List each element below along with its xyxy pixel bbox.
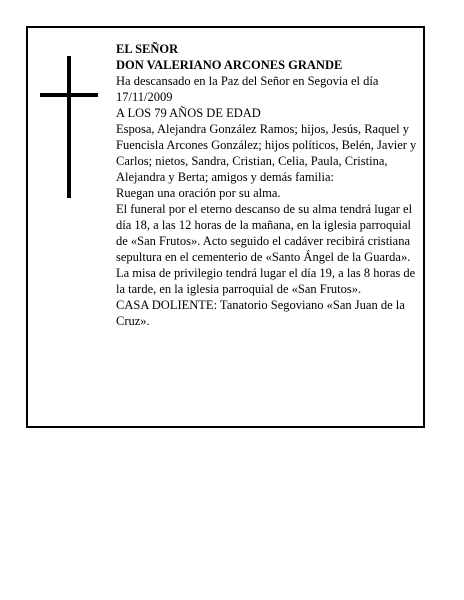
prayer-request: Ruegan una oración por su alma.	[116, 186, 281, 200]
funeral-home: CASA DOLIENTE: Tanatorio Segoviano «San Juan de la Cruz».	[116, 298, 405, 328]
deceased-name: DON VALERIANO ARCONES GRANDE	[116, 58, 343, 72]
family-list: Esposa, Alejandra González Ramos; hijos, Jesús, Raquel y Fuencisla Arcones González; hijos políticos, Belén, Javier y Carlos; nietos, Sandra, Cristian, Celia, Paula, Cristina, Alejandra y Berta; amigos y demás familia:	[116, 122, 417, 184]
rest-statement: Ha descansado en la Paz del Señor en Segovia el día 17/11/2009	[116, 74, 379, 104]
notice-title: EL SEÑOR	[116, 42, 179, 56]
cross-icon	[40, 56, 98, 198]
obituary-text	[116, 41, 424, 329]
funeral-details: El funeral por el eterno descanso de su alma tendrá lugar el día 18, a las 12 horas de la mañana, en la iglesia parroquial de «San Frutos». Acto seguido el cadáver recibirá cristiana sepultura en el cementerio de «Santo Ángel de la Guarda». La misa de privilegio tendrá lugar el día 19, a las 8 horas de la tarde, en la iglesia parroquial de «San Frutos».	[116, 202, 416, 296]
age-statement: A LOS 79 AÑOS DE EDAD	[116, 106, 261, 120]
cross-vertical-bar	[67, 56, 71, 198]
cross-horizontal-bar	[40, 93, 98, 97]
obituary-notice	[26, 26, 425, 428]
